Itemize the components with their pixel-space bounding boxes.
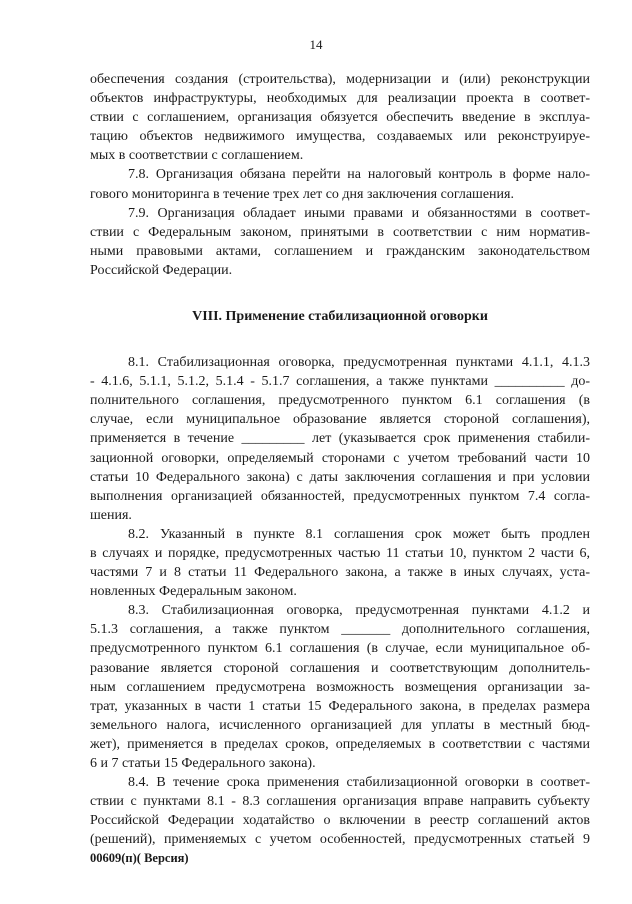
text-line: 5.1.3 соглашения, а также пунктом _______ дополнительного соглашения, xyxy=(90,622,590,638)
paragraph-gap xyxy=(90,326,590,353)
page-number: 14 xyxy=(309,37,323,52)
text-line: 8.2. Указанный в пункте 8.1 соглашения срок может быть продлен xyxy=(128,526,590,542)
text-line: предусмотренного пунктом 6.1 соглашения (в случае, если муниципальное об- xyxy=(90,641,590,657)
text-line: случае, если муниципальное образование является стороной соглашения), xyxy=(90,412,590,428)
text-line: выполнения организацией обязанностей, предусмотренных пунктом 7.4 согла- xyxy=(90,488,590,504)
text-line: статьи 10 Федерального закона) с даты заключения соглашения и при условии xyxy=(90,469,590,485)
text-line: зационной оговорки, определяемый сторонами с учетом требований части 10 xyxy=(90,450,590,466)
text-line: Российской Федерации ходатайство о включении в реестр соглашений актов xyxy=(90,813,590,829)
text-line: 7.9. Организация обладает иными правами и обязанностями в соответ- xyxy=(128,205,590,221)
paragraph-gap xyxy=(90,280,590,307)
text-line: Российской Федерации. xyxy=(90,262,233,278)
text-line: ными правовыми актами, соглашением и гражданским законодательством xyxy=(90,243,590,259)
text-line: 6 и 7 статьи 15 Федерального закона). xyxy=(90,756,316,771)
text-line: ствии с соглашением, организация обязуется обеспечить введение в эксплуа- xyxy=(90,110,590,126)
text-line: жет), применяется в пределах сроков, определяемых в соответствии с частями xyxy=(90,736,590,752)
text-line: 8.1. Стабилизационная оговорка, предусмотренная пунктами 4.1.1, 4.1.3 xyxy=(128,355,590,371)
text-line: обеспечения создания (строительства), модернизации и (или) реконструкции xyxy=(90,72,590,87)
text-line: объектов инфраструктуры, необходимых для реализации проекта в соответ- xyxy=(90,91,590,107)
text-line: разование является стороной соглашения и соответствующим дополнитель- xyxy=(90,660,590,676)
section-heading: VIII. Применение стабилизационной оговорки xyxy=(192,309,488,325)
text-line: - 4.1.6, 5.1.1, 5.1.2, 5.1.4 - 5.1.7 соглашения, а также пунктами __________ до- xyxy=(90,374,590,390)
text-line: мых в соответствии с соглашением. xyxy=(90,148,304,164)
document-body xyxy=(90,70,590,849)
text-line: гового мониторинга в течение трех лет со дня заключения соглашения. xyxy=(90,186,514,202)
text-line: применяется в течение _________ лет (указывается срок применения стабили- xyxy=(90,431,590,447)
text-line: тацию объектов недвижимого имущества, создаваемых или реконструируе- xyxy=(90,129,590,145)
text-line: в случаях и порядке, предусмотренных частью 11 статьи 10, пунктом 2 части 6, xyxy=(90,545,590,561)
text-line: ствии с пунктами 8.1 - 8.3 соглашения организация вправе направить субъекту xyxy=(90,794,590,810)
text-line: ствии с Федеральным законом, принятыми в соответствии с ним норматив- xyxy=(90,224,590,240)
text-line: 7.8. Организация обязана перейти на налоговый контроль в форме нало- xyxy=(128,167,590,183)
text-line: шения. xyxy=(90,507,132,523)
document-footer-code: 00609(п)( Версия) xyxy=(90,851,189,865)
text-line: 8.4. В течение срока применения стабилизационной оговорки в соответ- xyxy=(128,775,590,791)
text-line: 8.3. Стабилизационная оговорка, предусмотренная пунктами 4.1.2 и xyxy=(128,603,590,619)
text-line: полнительного соглашения, предусмотренного пунктом 6.1 соглашения (в xyxy=(90,393,590,409)
text-line: ным соглашением предусмотрена возможность возмещения организации за- xyxy=(90,679,590,695)
text-line: земельного налога, исчисленного организацией для уплаты в местный бюд- xyxy=(90,717,590,733)
text-line: (решений), применяемых с учетом особенностей, предусмотренных статьей 9 xyxy=(90,832,590,848)
text-line: частями 7 и 8 статьи 11 Федерального закона, а также в иных случаях, уста- xyxy=(90,565,590,581)
text-line: трат, указанных в части 1 статьи 15 Федерального закона, в пределах размера xyxy=(90,698,590,714)
text-line: новленных Федеральным законом. xyxy=(90,584,297,600)
